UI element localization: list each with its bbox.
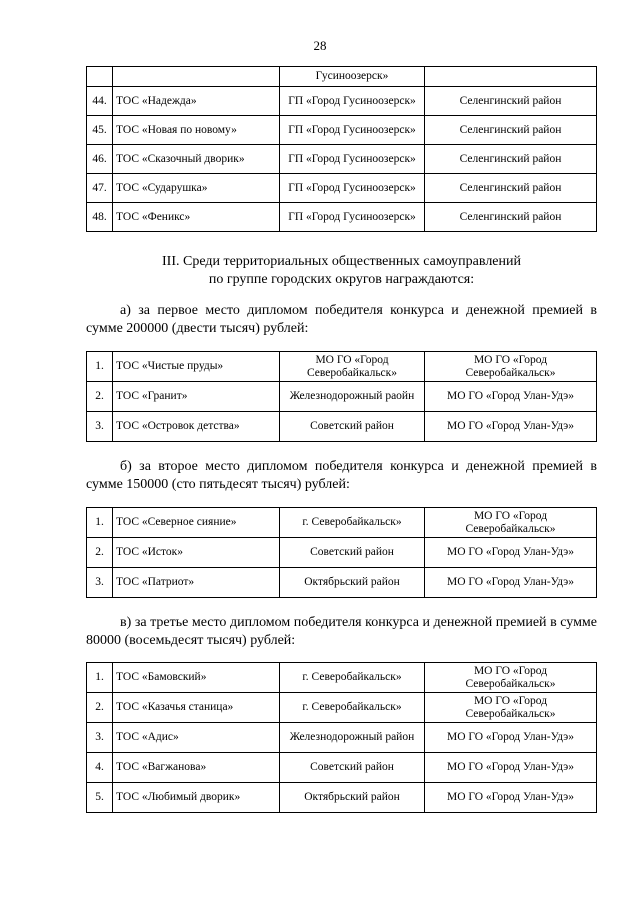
award-paragraph-third: в) за третье место дипломом победителя конкурса и денежной премией в сумме 80000 (восемьдесят тысяч) рублей: <box>86 615 597 648</box>
cell-locality: Гусиноозерск» <box>280 67 425 87</box>
cell-district: МО ГО «Город Северобайкальск» <box>425 663 597 693</box>
cell-district <box>425 67 597 87</box>
award-paragraph-second: б) за второе место дипломом победителя конкурса и денежной премией в сумме 150000 (сто пятьдесят тысяч) рублей: <box>86 459 597 492</box>
cell-district: Селенгинский район <box>425 87 597 116</box>
cell-district: МО ГО «Город Северобайкальск» <box>425 508 597 538</box>
table-first-place <box>86 351 597 442</box>
cell-name: ТОС «Островок детства» <box>113 412 280 442</box>
cell-name: ТОС «Адис» <box>113 723 280 753</box>
section-heading-line: по группе городских округов награждаются: <box>208 272 475 287</box>
cell-name: ТОС «Сударушка» <box>113 174 280 203</box>
cell-num: 1. <box>87 663 113 693</box>
cell-num: 2. <box>87 538 113 568</box>
cell-locality: Железнодорожный район <box>280 723 425 753</box>
cell-num: 1. <box>87 508 113 538</box>
cell-name: ТОС «Вагжанова» <box>113 753 280 783</box>
table-top <box>86 66 597 232</box>
cell-locality: ГП «Город Гусиноозерск» <box>280 87 425 116</box>
cell-district: МО ГО «Город Северобайкальск» <box>425 352 597 382</box>
page-number: 28 <box>313 38 327 53</box>
cell-name: ТОС «Северное сияние» <box>113 508 280 538</box>
table-second-place <box>86 507 597 598</box>
cell-locality: МО ГО «Город Северобайкальск» <box>280 352 425 382</box>
cell-num: 2. <box>87 382 113 412</box>
cell-name: ТОС «Патриот» <box>113 568 280 598</box>
cell-name: ТОС «Любимый дворик» <box>113 783 280 813</box>
cell-num: 3. <box>87 568 113 598</box>
table-third-place <box>86 662 597 813</box>
table-row <box>87 663 597 693</box>
cell-name: ТОС «Казачья станица» <box>113 693 280 723</box>
table-row <box>87 174 597 203</box>
cell-num: 48. <box>87 203 113 232</box>
cell-num: 1. <box>87 352 113 382</box>
cell-name: ТОС «Феникс» <box>113 203 280 232</box>
cell-num: 5. <box>87 783 113 813</box>
table-row <box>87 693 597 723</box>
cell-locality: г. Северобайкальск» <box>280 508 425 538</box>
cell-num: 3. <box>87 412 113 442</box>
cell-locality: г. Северобайкальск» <box>280 693 425 723</box>
cell-locality: Советский район <box>280 753 425 783</box>
cell-name: ТОС «Новая по новому» <box>113 116 280 145</box>
table-row <box>87 382 597 412</box>
cell-num: 3. <box>87 723 113 753</box>
table-row <box>87 145 597 174</box>
cell-district: МО ГО «Город Улан-Удэ» <box>425 568 597 598</box>
cell-district: МО ГО «Город Северобайкальск» <box>425 693 597 723</box>
cell-name: ТОС «Бамовский» <box>113 663 280 693</box>
cell-district: Селенгинский район <box>425 116 597 145</box>
table-row <box>87 352 597 382</box>
cell-district: Селенгинский район <box>425 174 597 203</box>
table-row <box>87 203 597 232</box>
cell-locality: Октябрьский район <box>280 783 425 813</box>
cell-locality: Советский район <box>280 412 425 442</box>
cell-district: МО ГО «Город Улан-Удэ» <box>425 783 597 813</box>
table-row <box>87 568 597 598</box>
cell-locality: ГП «Город Гусиноозерск» <box>280 174 425 203</box>
cell-district: МО ГО «Город Улан-Удэ» <box>425 382 597 412</box>
cell-num: 46. <box>87 145 113 174</box>
cell-district: МО ГО «Город Улан-Удэ» <box>425 753 597 783</box>
cell-num: 45. <box>87 116 113 145</box>
table-row <box>87 753 597 783</box>
cell-district: МО ГО «Город Улан-Удэ» <box>425 723 597 753</box>
cell-district: МО ГО «Город Улан-Удэ» <box>425 538 597 568</box>
table-row <box>87 538 597 568</box>
cell-name: ТОС «Надежда» <box>113 87 280 116</box>
cell-num: 4. <box>87 753 113 783</box>
cell-num: 47. <box>87 174 113 203</box>
cell-name: ТОС «Гранит» <box>113 382 280 412</box>
cell-name: ТОС «Сказочный дворик» <box>113 145 280 174</box>
cell-locality: Октябрьский район <box>280 568 425 598</box>
cell-locality: ГП «Город Гусиноозерск» <box>280 203 425 232</box>
cell-num: 2. <box>87 693 113 723</box>
table-row <box>87 783 597 813</box>
cell-locality: Железнодорожный раойн <box>280 382 425 412</box>
table-row <box>87 67 597 87</box>
cell-district: МО ГО «Город Улан-Удэ» <box>425 412 597 442</box>
table-row <box>87 116 597 145</box>
section-heading <box>86 253 597 289</box>
table-row <box>87 508 597 538</box>
section-heading-line: III. Среди территориальных общественных самоуправлений <box>162 254 521 269</box>
cell-num <box>87 67 113 87</box>
cell-name: ТОС «Чистые пруды» <box>113 352 280 382</box>
cell-locality: Советский район <box>280 538 425 568</box>
cell-locality: ГП «Город Гусиноозерск» <box>280 145 425 174</box>
table-row <box>87 723 597 753</box>
cell-name <box>113 67 280 87</box>
cell-district: Селенгинский район <box>425 145 597 174</box>
cell-name: ТОС «Исток» <box>113 538 280 568</box>
cell-district: Селенгинский район <box>425 203 597 232</box>
table-row <box>87 412 597 442</box>
cell-num: 44. <box>87 87 113 116</box>
cell-locality: г. Северобайкальск» <box>280 663 425 693</box>
table-row <box>87 87 597 116</box>
award-paragraph-first: а) за первое место дипломом победителя конкурса и денежной премией в сумме 200000 (двести тысяч) рублей: <box>86 303 597 336</box>
cell-locality: ГП «Город Гусиноозерск» <box>280 116 425 145</box>
